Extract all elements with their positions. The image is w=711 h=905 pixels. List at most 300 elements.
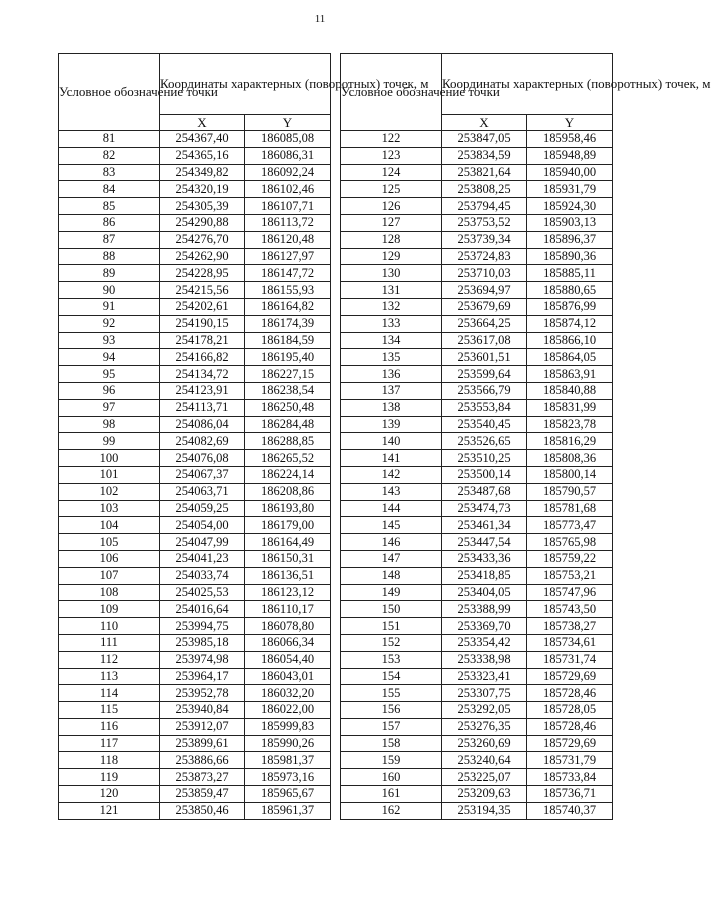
y-coordinate-cell: 185823,78 (527, 416, 613, 433)
point-cell: 97 (59, 399, 160, 416)
y-coordinate-cell: 185733,84 (527, 769, 613, 786)
table-row (341, 517, 613, 534)
table-row (341, 550, 613, 567)
point-cell: 98 (59, 416, 160, 433)
y-coordinate-cell: 185765,98 (527, 534, 613, 551)
y-coordinate-cell: 186193,80 (245, 500, 331, 517)
point-cell: 130 (341, 265, 442, 282)
table-row (341, 634, 613, 651)
y-coordinate-cell: 186113,72 (245, 214, 331, 231)
point-cell: 158 (341, 735, 442, 752)
table-row (341, 668, 613, 685)
point-cell: 90 (59, 282, 160, 299)
x-coordinate-cell: 253985,18 (160, 634, 245, 651)
point-cell: 116 (59, 718, 160, 735)
point-cell: 110 (59, 618, 160, 635)
point-cell: 133 (341, 315, 442, 332)
point-cell: 86 (59, 214, 160, 231)
x-coordinate-cell: 254349,82 (160, 164, 245, 181)
table-row (59, 802, 331, 819)
table-row (59, 634, 331, 651)
x-coordinate-cell: 253553,84 (442, 399, 527, 416)
point-cell: 84 (59, 181, 160, 198)
x-column-header: X (160, 115, 245, 131)
point-cell: 154 (341, 668, 442, 685)
table-row (59, 483, 331, 500)
y-coordinate-cell: 186195,40 (245, 349, 331, 366)
coordinates-table-right (340, 53, 711, 820)
point-cell: 134 (341, 332, 442, 349)
x-coordinate-cell: 254262,90 (160, 248, 245, 265)
x-coordinate-cell: 253225,07 (442, 769, 527, 786)
x-coordinate-cell: 253292,05 (442, 702, 527, 719)
point-cell: 113 (59, 668, 160, 685)
table-row (341, 601, 613, 618)
x-coordinate-cell: 254134,72 (160, 366, 245, 383)
table-row (59, 147, 331, 164)
table-row (59, 500, 331, 517)
point-cell: 93 (59, 332, 160, 349)
point-cell: 152 (341, 634, 442, 651)
x-coordinate-cell: 254054,00 (160, 517, 245, 534)
point-cell: 118 (59, 752, 160, 769)
y-coordinate-cell: 185981,37 (245, 752, 331, 769)
point-cell: 88 (59, 248, 160, 265)
table-row (59, 752, 331, 769)
x-coordinate-cell: 254178,21 (160, 332, 245, 349)
point-cell: 162 (341, 802, 442, 819)
y-coordinate-cell: 185999,83 (245, 718, 331, 735)
table-row (341, 802, 613, 819)
table-row (341, 450, 613, 467)
table-row (59, 618, 331, 635)
table-row (341, 164, 613, 181)
point-cell: 150 (341, 601, 442, 618)
x-coordinate-cell: 253847,05 (442, 131, 527, 148)
table-row (59, 198, 331, 215)
y-coordinate-cell: 185731,79 (527, 752, 613, 769)
point-cell: 139 (341, 416, 442, 433)
table-row (59, 584, 331, 601)
point-cell: 136 (341, 366, 442, 383)
y-coordinate-cell: 186164,49 (245, 534, 331, 551)
point-cell: 94 (59, 349, 160, 366)
table-row (59, 248, 331, 265)
y-column-header: Y (245, 115, 331, 131)
coordinates-column-header: Координаты характерных (поворотных) точек, м (442, 54, 613, 115)
table-row (59, 786, 331, 803)
table-row (341, 248, 613, 265)
table-row (341, 651, 613, 668)
y-coordinate-cell: 185736,71 (527, 786, 613, 803)
table-row (59, 567, 331, 584)
y-coordinate-cell: 185965,67 (245, 786, 331, 803)
x-coordinate-cell: 253369,70 (442, 618, 527, 635)
point-cell: 121 (59, 802, 160, 819)
x-coordinate-cell: 254063,71 (160, 483, 245, 500)
y-coordinate-cell: 186043,01 (245, 668, 331, 685)
x-coordinate-cell: 254276,70 (160, 231, 245, 248)
y-coordinate-cell: 185948,89 (527, 147, 613, 164)
y-coordinate-cell: 185931,79 (527, 181, 613, 198)
y-coordinate-cell: 185729,69 (527, 668, 613, 685)
y-coordinate-cell: 185958,46 (527, 131, 613, 148)
x-coordinate-cell: 253388,99 (442, 601, 527, 618)
point-cell: 137 (341, 382, 442, 399)
table-row (341, 366, 613, 383)
point-cell: 127 (341, 214, 442, 231)
y-coordinate-cell: 186066,34 (245, 634, 331, 651)
table-row (59, 668, 331, 685)
point-cell: 124 (341, 164, 442, 181)
y-coordinate-cell: 185800,14 (527, 466, 613, 483)
x-coordinate-cell: 253964,17 (160, 668, 245, 685)
table-row (59, 550, 331, 567)
table-row (59, 399, 331, 416)
x-coordinate-cell: 254166,82 (160, 349, 245, 366)
point-cell: 115 (59, 702, 160, 719)
x-coordinate-cell: 254041,23 (160, 550, 245, 567)
point-cell: 156 (341, 702, 442, 719)
table-row (341, 147, 613, 164)
point-cell: 146 (341, 534, 442, 551)
y-coordinate-cell: 185743,50 (527, 601, 613, 618)
x-coordinate-cell: 254123,91 (160, 382, 245, 399)
table-row (59, 416, 331, 433)
y-coordinate-cell: 186110,17 (245, 601, 331, 618)
y-coordinate-cell: 185961,37 (245, 802, 331, 819)
point-cell: 145 (341, 517, 442, 534)
point-cell: 138 (341, 399, 442, 416)
x-coordinate-cell: 253912,07 (160, 718, 245, 735)
y-coordinate-cell: 186123,12 (245, 584, 331, 601)
y-coordinate-cell: 186164,82 (245, 298, 331, 315)
y-coordinate-cell: 186078,80 (245, 618, 331, 635)
x-coordinate-cell: 253601,51 (442, 349, 527, 366)
x-coordinate-cell: 253474,73 (442, 500, 527, 517)
table-row (341, 298, 613, 315)
x-coordinate-cell: 253566,79 (442, 382, 527, 399)
table-row (341, 315, 613, 332)
x-coordinate-cell: 254016,64 (160, 601, 245, 618)
table-row (59, 298, 331, 315)
x-coordinate-cell: 253461,34 (442, 517, 527, 534)
x-coordinate-cell: 253834,59 (442, 147, 527, 164)
point-cell: 99 (59, 433, 160, 450)
table-row (341, 483, 613, 500)
point-cell: 141 (341, 450, 442, 467)
y-coordinate-cell: 186150,31 (245, 550, 331, 567)
table-row (59, 718, 331, 735)
point-cell: 147 (341, 550, 442, 567)
x-coordinate-cell: 253821,64 (442, 164, 527, 181)
table-row (341, 231, 613, 248)
x-coordinate-cell: 254190,15 (160, 315, 245, 332)
x-coordinate-cell: 253418,85 (442, 567, 527, 584)
point-cell: 126 (341, 198, 442, 215)
y-coordinate-cell: 186107,71 (245, 198, 331, 215)
point-cell: 123 (341, 147, 442, 164)
point-cell: 83 (59, 164, 160, 181)
table-row (59, 735, 331, 752)
table-row (59, 282, 331, 299)
table-row (59, 466, 331, 483)
x-coordinate-cell: 253323,41 (442, 668, 527, 685)
y-coordinate-cell: 185863,91 (527, 366, 613, 383)
y-coordinate-cell: 185759,22 (527, 550, 613, 567)
y-coordinate-cell: 186102,46 (245, 181, 331, 198)
table-row (341, 433, 613, 450)
x-coordinate-cell: 254365,16 (160, 147, 245, 164)
table-row (341, 466, 613, 483)
y-coordinate-cell: 185876,99 (527, 298, 613, 315)
x-coordinate-cell: 253617,08 (442, 332, 527, 349)
y-coordinate-cell: 186250,48 (245, 399, 331, 416)
point-cell: 151 (341, 618, 442, 635)
x-coordinate-cell: 253209,63 (442, 786, 527, 803)
point-cell: 92 (59, 315, 160, 332)
y-coordinate-cell: 186085,08 (245, 131, 331, 148)
point-cell: 142 (341, 466, 442, 483)
x-coordinate-cell: 253500,14 (442, 466, 527, 483)
y-coordinate-cell: 185734,61 (527, 634, 613, 651)
point-cell: 107 (59, 567, 160, 584)
y-coordinate-cell: 185885,11 (527, 265, 613, 282)
table-row (341, 752, 613, 769)
y-coordinate-cell: 186179,00 (245, 517, 331, 534)
point-cell: 132 (341, 298, 442, 315)
x-coordinate-cell: 254290,88 (160, 214, 245, 231)
table-row (59, 651, 331, 668)
x-coordinate-cell: 254086,04 (160, 416, 245, 433)
y-coordinate-cell: 185831,99 (527, 399, 613, 416)
table-row (59, 769, 331, 786)
table-row (59, 214, 331, 231)
x-coordinate-cell: 253753,52 (442, 214, 527, 231)
x-coordinate-cell: 253850,46 (160, 802, 245, 819)
table-row (59, 181, 331, 198)
point-cell: 82 (59, 147, 160, 164)
x-column-header: X (442, 115, 527, 131)
point-cell: 149 (341, 584, 442, 601)
x-coordinate-cell: 253307,75 (442, 685, 527, 702)
table-row (341, 567, 613, 584)
y-coordinate-cell: 185864,05 (527, 349, 613, 366)
point-cell: 108 (59, 584, 160, 601)
x-coordinate-cell: 254228,95 (160, 265, 245, 282)
y-coordinate-cell: 185874,12 (527, 315, 613, 332)
table-row (59, 382, 331, 399)
x-coordinate-cell: 254059,25 (160, 500, 245, 517)
x-coordinate-cell: 253540,45 (442, 416, 527, 433)
table-row (59, 685, 331, 702)
x-coordinate-cell: 253276,35 (442, 718, 527, 735)
y-coordinate-cell: 186155,93 (245, 282, 331, 299)
x-coordinate-cell: 254305,39 (160, 198, 245, 215)
point-cell: 96 (59, 382, 160, 399)
table-row (59, 517, 331, 534)
point-cell: 157 (341, 718, 442, 735)
table-row (341, 131, 613, 148)
y-coordinate-cell: 185728,46 (527, 718, 613, 735)
point-cell: 111 (59, 634, 160, 651)
point-cell: 153 (341, 651, 442, 668)
table-row (341, 786, 613, 803)
table-row (59, 315, 331, 332)
point-cell: 91 (59, 298, 160, 315)
x-coordinate-cell: 253873,27 (160, 769, 245, 786)
coordinates-rows-right (341, 131, 613, 820)
point-cell: 160 (341, 769, 442, 786)
page-number: 11 (314, 13, 326, 25)
point-cell: 102 (59, 483, 160, 500)
x-coordinate-cell: 253808,25 (442, 181, 527, 198)
x-coordinate-cell: 253240,64 (442, 752, 527, 769)
y-coordinate-cell: 185781,68 (527, 500, 613, 517)
y-coordinate-cell: 186032,20 (245, 685, 331, 702)
x-coordinate-cell: 253599,64 (442, 366, 527, 383)
point-cell: 120 (59, 786, 160, 803)
point-cell: 140 (341, 433, 442, 450)
point-cell: 144 (341, 500, 442, 517)
x-coordinate-cell: 253487,68 (442, 483, 527, 500)
y-coordinate-cell: 186224,14 (245, 466, 331, 483)
y-coordinate-cell: 185990,26 (245, 735, 331, 752)
point-cell: 129 (341, 248, 442, 265)
y-coordinate-cell: 185729,69 (527, 735, 613, 752)
x-coordinate-cell: 253664,25 (442, 315, 527, 332)
y-coordinate-cell: 186054,40 (245, 651, 331, 668)
x-coordinate-cell: 253974,98 (160, 651, 245, 668)
point-column-header: Условное обозначение точки (341, 54, 442, 131)
x-coordinate-cell: 253886,66 (160, 752, 245, 769)
y-coordinate-cell: 186284,48 (245, 416, 331, 433)
table-row (59, 231, 331, 248)
y-coordinate-cell: 186184,59 (245, 332, 331, 349)
coordinates-column-header: Координаты характерных (поворотных) точек, м (160, 54, 331, 115)
y-coordinate-cell: 185731,74 (527, 651, 613, 668)
point-cell: 114 (59, 685, 160, 702)
point-cell: 95 (59, 366, 160, 383)
x-coordinate-cell: 253710,03 (442, 265, 527, 282)
y-coordinate-cell: 186238,54 (245, 382, 331, 399)
x-coordinate-cell: 253952,78 (160, 685, 245, 702)
x-coordinate-cell: 253940,84 (160, 702, 245, 719)
x-coordinate-cell: 253194,35 (442, 802, 527, 819)
y-column-header: Y (527, 115, 613, 131)
point-cell: 104 (59, 517, 160, 534)
y-coordinate-cell: 185896,37 (527, 231, 613, 248)
point-cell: 100 (59, 450, 160, 467)
point-cell: 117 (59, 735, 160, 752)
y-coordinate-cell: 186136,51 (245, 567, 331, 584)
point-cell: 119 (59, 769, 160, 786)
y-coordinate-cell: 185753,21 (527, 567, 613, 584)
table-row (341, 265, 613, 282)
y-coordinate-cell: 185773,47 (527, 517, 613, 534)
table-row (59, 332, 331, 349)
point-cell: 148 (341, 567, 442, 584)
x-coordinate-cell: 253433,36 (442, 550, 527, 567)
table-row (59, 265, 331, 282)
table-row (59, 366, 331, 383)
y-coordinate-cell: 185840,88 (527, 382, 613, 399)
y-coordinate-cell: 186208,86 (245, 483, 331, 500)
x-coordinate-cell: 254076,08 (160, 450, 245, 467)
x-coordinate-cell: 253899,61 (160, 735, 245, 752)
table-row (341, 198, 613, 215)
table-row (341, 534, 613, 551)
y-coordinate-cell: 186092,24 (245, 164, 331, 181)
point-cell: 105 (59, 534, 160, 551)
x-coordinate-cell: 253510,25 (442, 450, 527, 467)
x-coordinate-cell: 253994,75 (160, 618, 245, 635)
table-row (341, 416, 613, 433)
table-row (341, 685, 613, 702)
x-coordinate-cell: 253354,42 (442, 634, 527, 651)
table-row (59, 349, 331, 366)
table-row (341, 500, 613, 517)
y-coordinate-cell: 185816,29 (527, 433, 613, 450)
point-cell: 81 (59, 131, 160, 148)
table-row (341, 718, 613, 735)
point-cell: 85 (59, 198, 160, 215)
x-coordinate-cell: 253526,65 (442, 433, 527, 450)
x-coordinate-cell: 254047,99 (160, 534, 245, 551)
point-cell: 106 (59, 550, 160, 567)
table-row (341, 769, 613, 786)
y-coordinate-cell: 185924,30 (527, 198, 613, 215)
table-row (341, 214, 613, 231)
point-cell: 161 (341, 786, 442, 803)
y-coordinate-cell: 185880,65 (527, 282, 613, 299)
table-row (341, 382, 613, 399)
x-coordinate-cell: 253404,05 (442, 584, 527, 601)
x-coordinate-cell: 254113,71 (160, 399, 245, 416)
x-coordinate-cell: 253260,69 (442, 735, 527, 752)
x-coordinate-cell: 254202,61 (160, 298, 245, 315)
table-row (59, 702, 331, 719)
x-coordinate-cell: 253679,69 (442, 298, 527, 315)
point-column-header: Условное обозначение точки (59, 54, 160, 131)
point-cell: 89 (59, 265, 160, 282)
table-row (341, 332, 613, 349)
table-row (59, 131, 331, 148)
table-row (59, 601, 331, 618)
x-coordinate-cell: 253859,47 (160, 786, 245, 803)
table-row (341, 181, 613, 198)
y-coordinate-cell: 186127,97 (245, 248, 331, 265)
table-row (341, 618, 613, 635)
table-row (341, 282, 613, 299)
x-coordinate-cell: 254367,40 (160, 131, 245, 148)
coordinates-rows-left (59, 131, 331, 820)
y-coordinate-cell: 186227,15 (245, 366, 331, 383)
table-row (341, 735, 613, 752)
y-coordinate-cell: 185903,13 (527, 214, 613, 231)
x-coordinate-cell: 254067,37 (160, 466, 245, 483)
point-cell: 122 (341, 131, 442, 148)
table-row (59, 433, 331, 450)
table-row (341, 584, 613, 601)
point-cell: 159 (341, 752, 442, 769)
table-row (341, 702, 613, 719)
point-cell: 109 (59, 601, 160, 618)
y-coordinate-cell: 186288,85 (245, 433, 331, 450)
x-coordinate-cell: 253447,54 (442, 534, 527, 551)
y-coordinate-cell: 185728,46 (527, 685, 613, 702)
y-coordinate-cell: 186147,72 (245, 265, 331, 282)
